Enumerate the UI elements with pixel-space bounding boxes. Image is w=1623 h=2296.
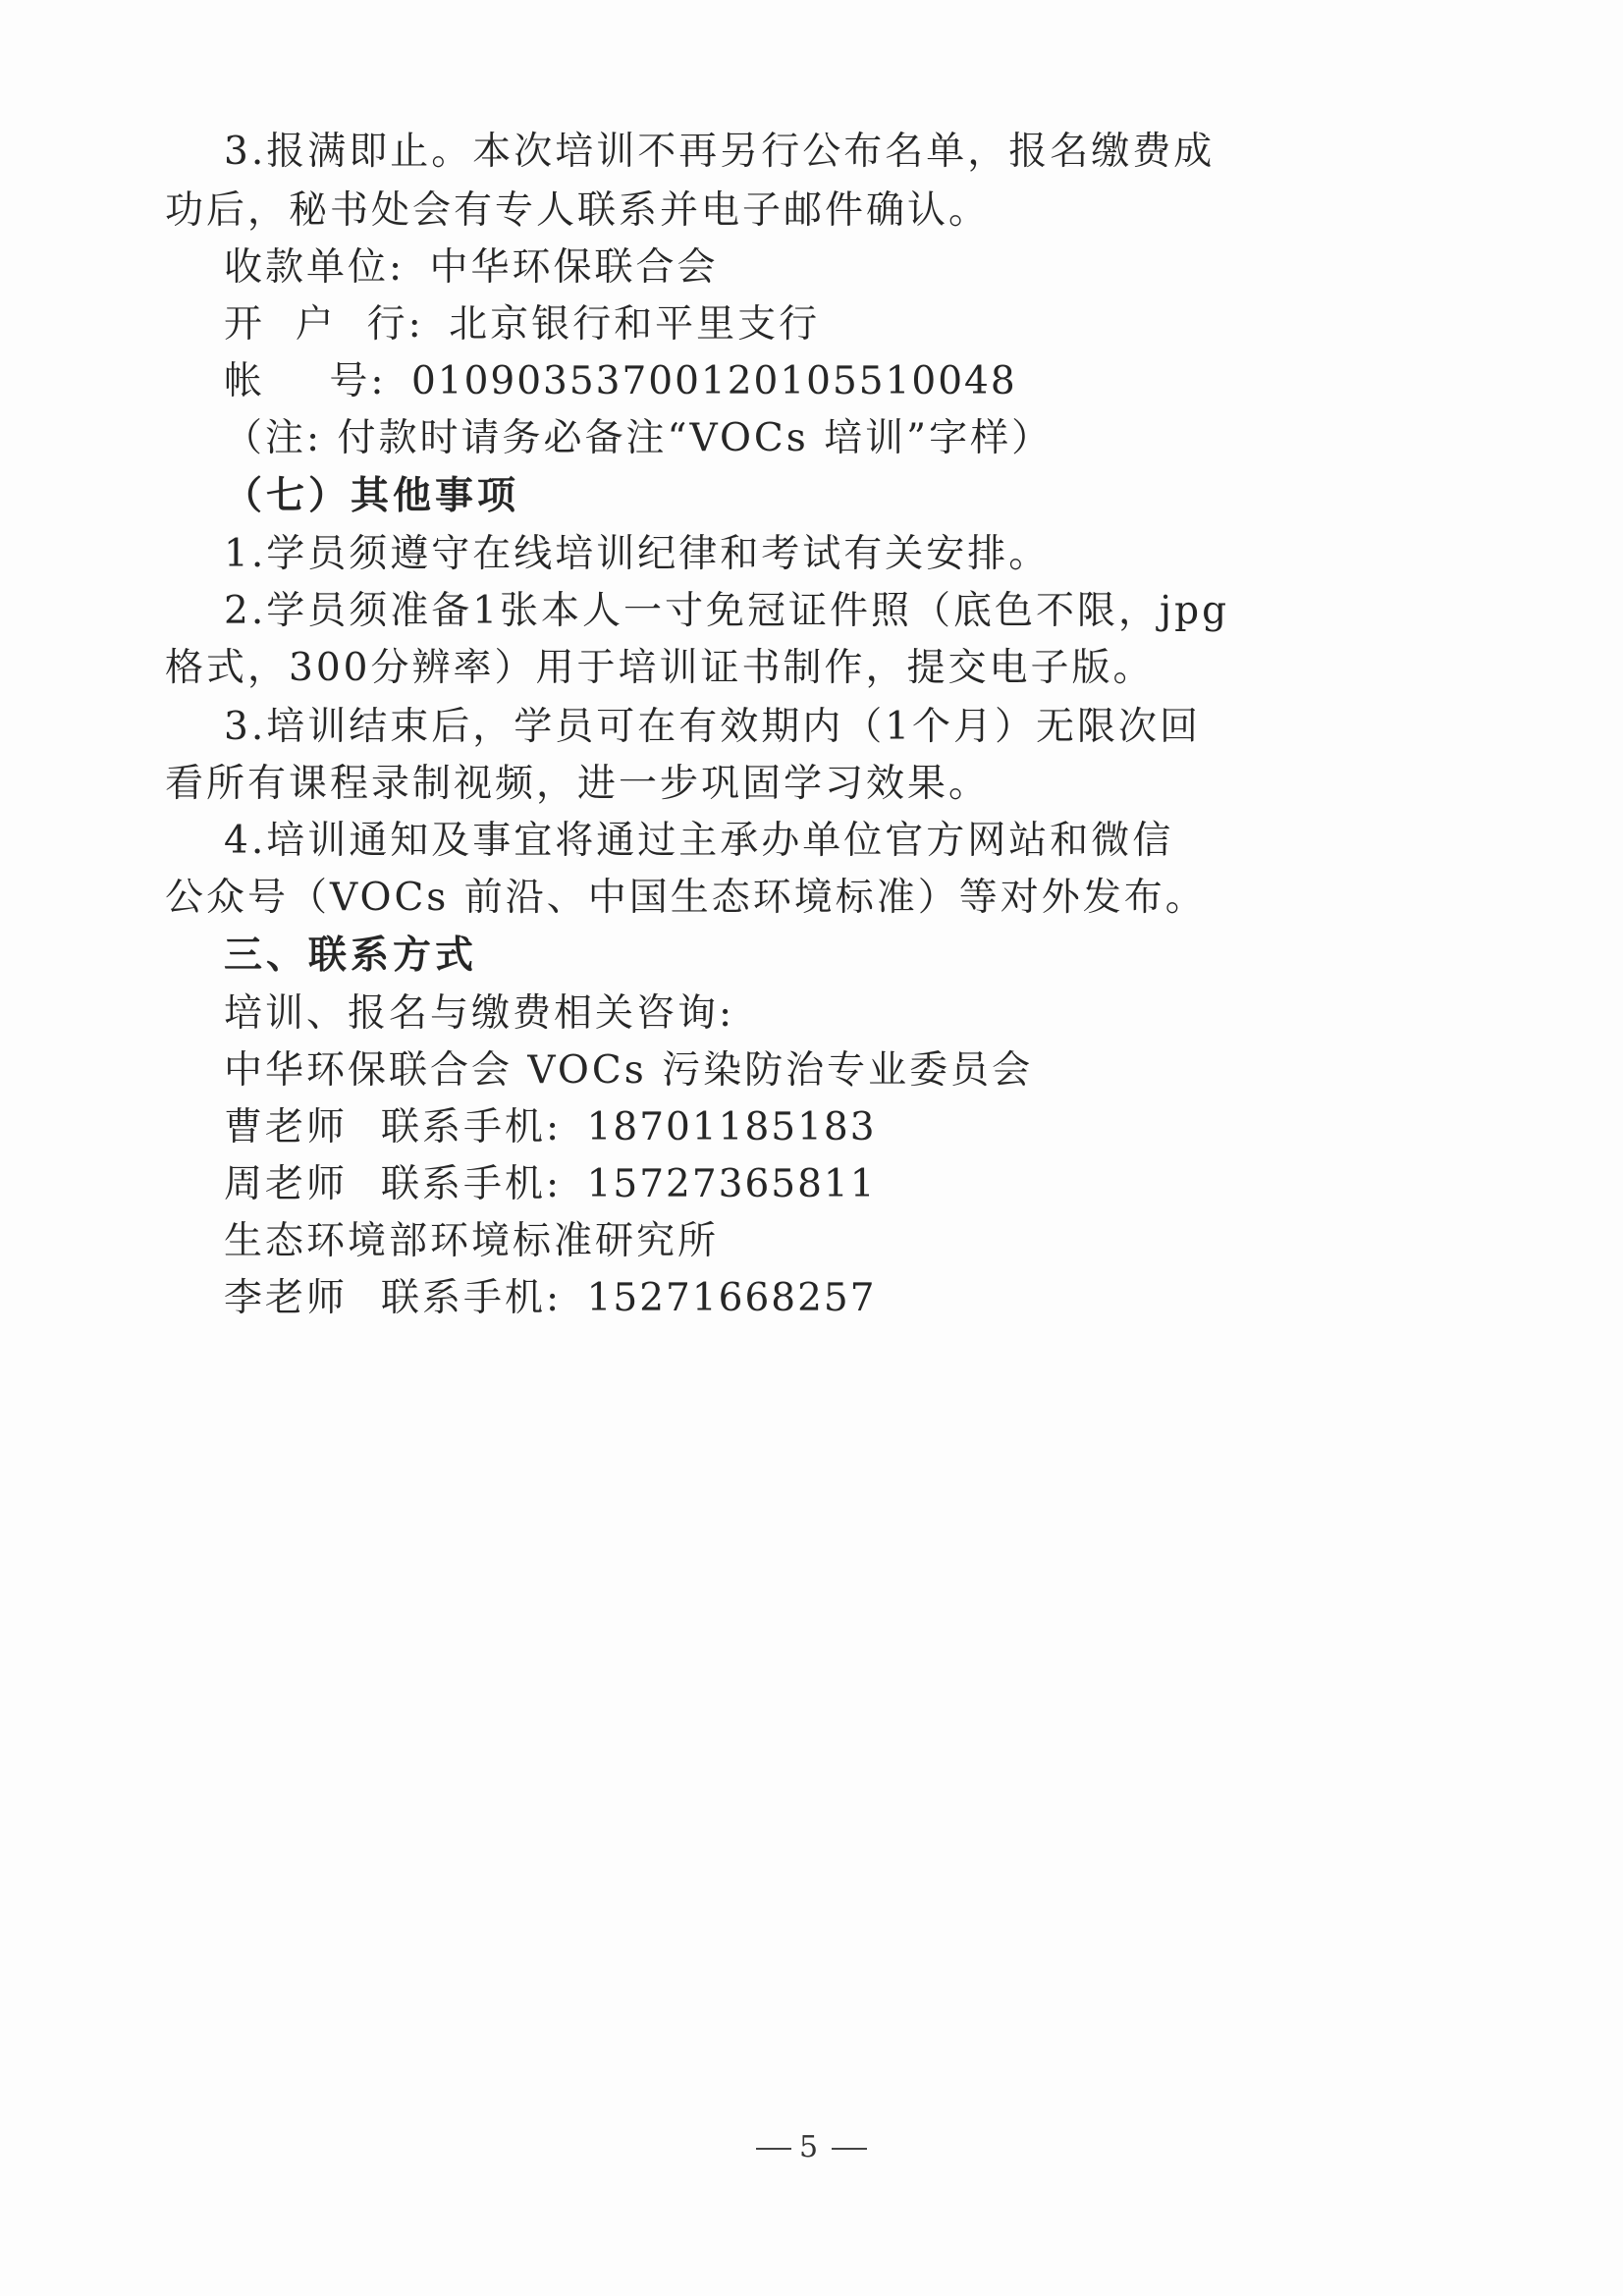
contact-person-1: [224, 1103, 877, 1152]
contact-person-1-name: 曹老师: [224, 1105, 349, 1149]
other-matters-item-1: 1.学员须遵守在线培训纪律和考试有关安排。: [224, 532, 1051, 576]
contact-person-2: [224, 1160, 877, 1209]
contact-person-3: [224, 1274, 877, 1323]
contact-org-2: 生态环境部环境标准研究所: [224, 1219, 720, 1263]
payee-value: 中华环保联合会: [429, 245, 719, 290]
contact-org-1: 中华环保联合会 VOCs 污染防治专业委员会: [224, 1048, 1034, 1093]
payee-row: [224, 243, 719, 293]
account-label-char-1: 帐: [224, 359, 266, 403]
contact-person-1-label: 联系手机:: [381, 1105, 563, 1149]
bank-value: 北京银行和平里支行: [449, 302, 821, 347]
bank-row: [224, 300, 820, 349]
account-label-char-2: 号:: [329, 359, 387, 403]
bank-label: 开 户 行:: [224, 302, 424, 347]
contact-person-2-phone: 15727365811: [586, 1162, 877, 1206]
contact-person-2-label: 联系手机:: [381, 1162, 563, 1206]
registration-item-3-line-2: 功后，秘书处会有专人联系并电子邮件确认。: [165, 188, 991, 233]
account-row: [224, 357, 1017, 406]
contact-person-1-phone: 18701185183: [586, 1105, 877, 1149]
contact-heading: 三、联系方式: [224, 933, 478, 978]
account-value: 01090353700120105510048: [410, 359, 1017, 403]
other-matters-item-2-line-2: 格式，300分辨率）用于培训证书制作，提交电子版。: [165, 646, 1155, 690]
contact-person-3-phone: 15271668257: [586, 1276, 877, 1320]
other-matters-heading: （七）其他事项: [224, 473, 520, 518]
other-matters-item-2-line-1: 2.学员须准备1张本人一寸免冠证件照（底色不限，jpg: [224, 589, 1230, 633]
page-number-dash-right: [832, 2148, 867, 2150]
registration-item-3-line-1: 3.报满即止。本次培训不再另行公布名单，报名缴费成: [224, 130, 1216, 174]
other-matters-item-4-line-2: 公众号（VOCs 前沿、中国生态环境标准）等对外发布。: [165, 876, 1207, 920]
contact-intro: 培训、报名与缴费相关咨询:: [224, 991, 735, 1036]
payment-note: （注: 付款时请务必备注“VOCs 培训”字样）: [224, 416, 1054, 460]
other-matters-item-3-line-1: 3.培训结束后，学员可在有效期内（1个月）无限次回: [224, 705, 1202, 749]
contact-person-3-name: 李老师: [224, 1276, 349, 1320]
other-matters-item-4-line-1: 4.培训通知及事宜将通过主承办单位官方网站和微信: [224, 819, 1174, 863]
payee-label: 收款单位:: [224, 245, 406, 290]
other-matters-item-3-line-2: 看所有课程录制视频，进一步巩固学习效果。: [165, 762, 991, 806]
contact-person-3-label: 联系手机:: [381, 1276, 563, 1320]
page-number-dash-left: [756, 2148, 791, 2150]
contact-person-2-name: 周老师: [224, 1162, 349, 1206]
page-number-value: 5: [798, 2130, 825, 2164]
page-number: [0, 2128, 1623, 2167]
